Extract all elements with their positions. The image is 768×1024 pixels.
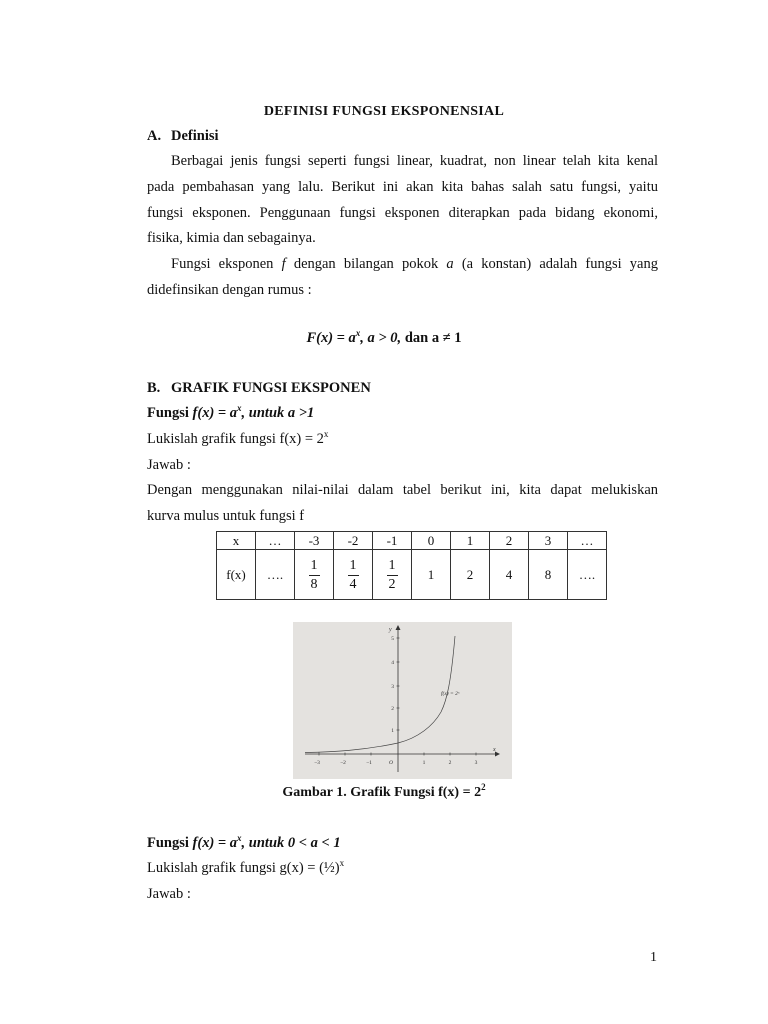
answer-2: Jawab : bbox=[147, 886, 191, 902]
x-tick-label: −1 bbox=[366, 760, 372, 766]
table-cell-fraction bbox=[373, 550, 412, 600]
definition-a: a bbox=[446, 256, 454, 272]
table-cell-fraction bbox=[295, 550, 334, 600]
fraction-numerator: 1 bbox=[309, 559, 320, 576]
caption-exponent: 2 bbox=[481, 782, 486, 792]
definition-f: f bbox=[281, 256, 286, 272]
definition-text: (a konstan) adalah fungsi yang bbox=[453, 256, 658, 272]
fraction-denominator: 4 bbox=[349, 577, 357, 592]
subheading-condition: , untuk 0 < a < 1 bbox=[241, 835, 341, 851]
table-row bbox=[217, 532, 607, 550]
x-tick-label: 1 bbox=[422, 760, 426, 766]
fraction bbox=[348, 559, 359, 592]
x-tick-label: −3 bbox=[314, 760, 320, 766]
task-text: Lukislah grafik fungsi f(x) = 2 bbox=[147, 431, 324, 447]
subheading-exponent: x bbox=[237, 403, 242, 413]
subheading-a-greater-1 bbox=[147, 405, 314, 422]
definition-line-2: didefinsikan dengan rumus : bbox=[147, 282, 312, 298]
formula-exponent: x bbox=[355, 328, 361, 338]
table-cell: -1 bbox=[373, 532, 412, 550]
paragraph-line: pada pembahasan yang lalu. Berikut ini akan kita bahas salah satu fungsi, yaitu bbox=[147, 179, 658, 195]
section-a-label: A. bbox=[147, 128, 162, 144]
x-tick-label: −2 bbox=[340, 760, 346, 766]
y-axis-label: y bbox=[389, 627, 392, 633]
table-cell: …. bbox=[568, 550, 607, 600]
table-header-x: x bbox=[217, 532, 256, 550]
paragraph-line: fisika, kimia dan sebagainya. bbox=[147, 230, 316, 246]
table-cell: 2 bbox=[451, 550, 490, 600]
fraction bbox=[309, 559, 320, 592]
section-b-title: GRAFIK FUNGSI EKSPONEN bbox=[171, 380, 371, 396]
table-cell: 8 bbox=[529, 550, 568, 600]
subheading-function: f(x) = a bbox=[192, 405, 238, 421]
table-cell: 0 bbox=[412, 532, 451, 550]
subheading-text: Fungsi bbox=[147, 835, 193, 851]
subheading-text: Fungsi bbox=[147, 405, 193, 421]
table-header-fx: f(x) bbox=[217, 550, 256, 600]
x-axis-label: x bbox=[493, 747, 496, 753]
paragraph-line: kurva mulus untuk fungsi f bbox=[147, 508, 305, 524]
subheading-a-between-0-1 bbox=[147, 835, 341, 852]
section-b-label: B. bbox=[147, 380, 161, 396]
task-exponent: x bbox=[339, 858, 345, 868]
table-row bbox=[217, 550, 607, 600]
y-tick-label: 2 bbox=[391, 706, 394, 712]
fraction-denominator: 8 bbox=[310, 577, 318, 592]
fraction-numerator: 1 bbox=[387, 559, 398, 576]
y-tick-label: 3 bbox=[391, 684, 394, 690]
table-cell: -2 bbox=[334, 532, 373, 550]
table-cell: 1 bbox=[412, 550, 451, 600]
table-cell: 3 bbox=[529, 532, 568, 550]
table-cell: 2 bbox=[490, 532, 529, 550]
paragraph-line: Dengan menggunakan nilai-nilai dalam tabel berikut ini, kita dapat melukiskan bbox=[147, 482, 658, 498]
task-text: Lukislah grafik fungsi g(x) = (½) bbox=[147, 860, 340, 876]
value-table bbox=[216, 531, 607, 600]
table-cell: … bbox=[568, 532, 607, 550]
table-cell: -3 bbox=[295, 532, 334, 550]
caption-text: Gambar 1. Grafik Fungsi f(x) = 2 bbox=[282, 785, 482, 800]
graph-background bbox=[293, 622, 512, 779]
y-tick-label: 4 bbox=[391, 660, 394, 666]
section-b-heading bbox=[147, 380, 371, 397]
subheading-exponent: x bbox=[237, 833, 242, 843]
definition-text: dengan bilangan pokok bbox=[285, 256, 447, 272]
section-a-heading bbox=[147, 128, 219, 145]
subheading-function: f(x) = a bbox=[192, 835, 238, 851]
y-tick-label: 5 bbox=[391, 636, 394, 642]
exponential-formula bbox=[0, 330, 768, 347]
fraction-numerator: 1 bbox=[348, 559, 359, 576]
task-2 bbox=[147, 860, 658, 877]
document-title: DEFINISI FUNGSI EKSPONENSIAL bbox=[263, 104, 505, 119]
figure-caption bbox=[0, 782, 768, 801]
section-a-title: Definisi bbox=[171, 128, 219, 144]
definition-line bbox=[171, 256, 658, 273]
paragraph-line: fungsi eksponen. Penggunaan fungsi eksponen diterapkan pada bidang ekonomi, bbox=[147, 205, 658, 221]
origin-label: O bbox=[389, 760, 393, 766]
formula-condition-2: dan a ≠ 1 bbox=[401, 330, 462, 346]
y-tick-label: 1 bbox=[391, 728, 394, 734]
table-cell: 4 bbox=[490, 550, 529, 600]
subheading-condition: , untuk a >1 bbox=[241, 405, 315, 421]
curve-label: f(x) = 2ˣ bbox=[441, 691, 460, 697]
exponential-graph-figure bbox=[293, 622, 512, 779]
table-cell: … bbox=[256, 532, 295, 550]
table-cell: …. bbox=[256, 550, 295, 600]
task-exponent: x bbox=[323, 429, 329, 439]
fraction-denominator: 2 bbox=[388, 577, 396, 592]
formula-condition: , a > 0, bbox=[360, 330, 402, 346]
table-cell-fraction bbox=[334, 550, 373, 600]
task-1 bbox=[147, 431, 658, 448]
fraction bbox=[387, 559, 398, 592]
definition-text: Fungsi eksponen bbox=[171, 256, 282, 272]
page-number: 1 bbox=[650, 950, 657, 965]
table-cell: 1 bbox=[451, 532, 490, 550]
answer-1: Jawab : bbox=[147, 457, 191, 473]
x-tick-label: 2 bbox=[448, 760, 452, 766]
paragraph-line: Berbagai jenis fungsi seperti fungsi linear, kuadrat, non linear telah kita kenal bbox=[171, 153, 658, 169]
formula-lhs: F(x) = a bbox=[306, 330, 356, 346]
x-tick-label: 3 bbox=[474, 760, 478, 766]
